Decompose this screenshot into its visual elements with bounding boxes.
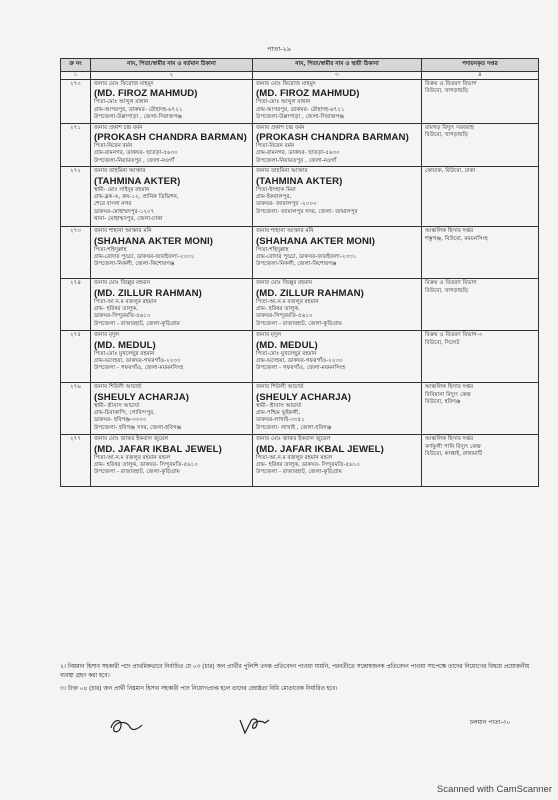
name-en: (MD. JAFAR IKBAL JEWEL)	[256, 443, 384, 455]
address-line: গ্রাম- হরিষর তালুক,	[256, 306, 300, 313]
name-en: (MD. JAFAR IKBAL JEWEL)	[94, 443, 222, 455]
name-bn: জনাব মোঃ জিল্লুর রহমান	[94, 280, 151, 287]
address-line: ডাকঘর-মোহাম্মদপুর-১২০৭	[94, 208, 155, 215]
office-line: বিক্রয় ও বিতরণ বিভাগ	[425, 81, 477, 87]
name-en: (PROKASH CHANDRA BARMAN)	[94, 132, 247, 144]
footnote-police-verification: ২। নিয়মান হিসাব সহকারী পদে প্রাথমিকভাবে নির্বাচিত যে ০৩ (চার) জন প্রার্থীর পুলিশি তদন্ত প্রতিবেদন পাওয়া যায়নি, পরবর্তীতে সন্তোষজনক প্রতিবেদন পাওয়া সাপেক্ষে তাদের নিয়োগের বিষয়ে প্রয়োজনীয় ব্যবস্থা গ্রহণ করা হবে।	[60, 664, 530, 679]
signature-1	[108, 714, 148, 738]
name-bn: জনাব শিউলী আচার্য্য	[256, 384, 304, 391]
name-bn: জনাব মোঃ জাফর ইকবাল জুয়েল	[94, 436, 169, 443]
address-line: পিতা-শহিদুল্লাহ	[94, 246, 127, 253]
serial-cell: ২৭৭	[61, 435, 91, 487]
name-en: (TAHMINA AKTER)	[256, 175, 343, 187]
posted-office-cell	[422, 167, 539, 227]
present-address-cell	[91, 435, 253, 487]
permanent-address-cell	[253, 331, 422, 383]
present-address-cell	[91, 167, 253, 227]
page-number: পাতা-২৯	[267, 45, 291, 53]
address-line: গ্রাম-আগরপুর, ডাকঘর- রৌহাদহ-৬৭২১	[94, 106, 183, 113]
address-line: পিতা-শহিদুল্লাহ	[256, 246, 289, 253]
address-line: গ্রাম-পশ্চিম ভূইকলী,	[256, 410, 301, 417]
address-line: গ্রাম-ভদেহয়া, ডাকঘর-গফরগাঁও-২২৩০	[256, 358, 343, 365]
address-line: পিতা-ইসহাক মিয়া	[256, 186, 296, 193]
office-line: বিউবো, হবিগঞ্জ	[425, 399, 461, 406]
address-line: ডাকঘর- হবিগঞ্জ-৩৩০০	[94, 417, 147, 424]
address-line: গ্রাম-আগরপুর, ডাকঘর- রৌহাদহ-৬৭২১	[256, 106, 345, 113]
address-line: স্বামী- শ্রীবাস আচার্য্য	[94, 402, 140, 409]
address-line: পিতা-মোঃ মুখলেছুর রহমান	[256, 350, 317, 357]
address-line: পিতা-মোঃ মুখলেছুর রহমান	[94, 350, 155, 357]
address-line: পিতা-আ.ন.ম বজলুর রহমান মন্ডল	[94, 454, 171, 461]
name-bn: জনাব মৃদুল	[256, 332, 282, 339]
address-line: স্বামী- শ্রীবাস আচার্য্য	[256, 402, 302, 409]
address-line: পিতা-আ.ন.ম বজলুর রহমান	[94, 298, 157, 305]
appointment-table	[60, 58, 539, 487]
name-en: (SHAHANA AKTER MONI)	[256, 235, 376, 247]
present-address-cell	[91, 227, 253, 279]
office-line: রামগড় বিদ্যুৎ সরবরাহ	[425, 124, 474, 131]
posted-office-cell	[422, 123, 539, 167]
office-line: বিউবো, কাপ্তাই, রাঙ্গামাটি	[425, 451, 483, 458]
office-line: বিবিয়ানা বিদ্যুৎ কেন্দ্র	[425, 391, 471, 398]
present-address-cell	[91, 383, 253, 435]
address-line: উপজেলা - রাজারহাট, জেলা-কুড়িগ্রাম	[94, 320, 180, 327]
office-line: আঞ্চলিক হিসাব দপ্তর	[425, 228, 474, 235]
posted-office-cell	[422, 383, 539, 435]
address-line: পিতা-মোঃ আব্দুল মান্নান	[94, 99, 149, 106]
address-line: উপজেলা- হবিগঞ্জ সদর, জেলা-হবিগঞ্জ	[94, 424, 182, 431]
address-line: উপজেলা - রাজারহাট, জেলা-কুড়িগ্রাম	[256, 469, 342, 476]
present-address-cell	[91, 80, 253, 124]
permanent-address-cell	[253, 80, 422, 124]
address-line: উপজেলা-উল্লাপাড়া , জেলা-সিরাজগঞ্জ	[94, 114, 183, 121]
address-line: গ্রাম-রামনগর, ডাকঘর- ছাতড়া-৫৬৩০	[256, 150, 340, 157]
office-line: বিউবো, সিলেট	[425, 339, 460, 346]
address-line: গ্রাম- হরিষর তালুক,	[94, 306, 138, 313]
address-line: ডাকঘর- জামালপুর -২০০০	[256, 201, 317, 208]
address-line: ডাকঘর-সিন্দুরমতি-৫৬১০	[256, 313, 313, 320]
serial-cell: ২৭৫	[61, 331, 91, 383]
serial-cell: ২৭৪	[61, 279, 91, 331]
office-line: শম্ভুগঞ্জ, বিউবো, ময়মনসিংহ	[425, 235, 488, 242]
name-en: (MD. MEDUL)	[256, 339, 318, 351]
permanent-address-cell	[253, 167, 422, 227]
permanent-address-cell	[253, 227, 422, 279]
address-line: গ্রাম-রোদার পুড্ডা, ডাকঘর-জারইতলা-২৩৩১	[256, 254, 357, 261]
address-line: গ্রাম- হরিষর তালুক, ডাকঘর- সিন্দুরমতি-৫৬১০	[94, 462, 199, 469]
name-bn: জনাব তাহমিনা আক্তার	[94, 168, 146, 175]
serial-cell: ২৭২	[61, 167, 91, 227]
name-en: (MD. FIROZ MAHMUD)	[256, 88, 360, 100]
address-line: উপজেলা-নিকলী, জেলা-কিশোরগঞ্জ	[256, 261, 337, 268]
footnote-seniority: ৩। উক্ত ০৪ (চার) জন প্রার্থী নিম্নমান হিসাব সহকারী পদে নিয়োগপ্রাপ্ত হলে তাদের জ্যেষ্ঠতা বিধি মোতাবেক নির্ধারিত হবে।	[60, 686, 338, 692]
office-line: কর্ণফুলী পানি বিদ্যুৎ কেন্দ্র	[425, 443, 481, 450]
office-line: বিক্রয় ও বিতরণ বিভাগ-৩	[425, 332, 483, 339]
table-row	[61, 435, 539, 487]
name-en: (MD. MEDUL)	[94, 339, 156, 351]
name-bn: জনাব প্রকাশ চন্দ্র বর্মন	[94, 124, 143, 131]
address-line: গ্রাম-ইকবালপুর,	[256, 194, 292, 201]
address-line: উপজেলা- লাখাই , জেলা-হবিগঞ্জ	[256, 424, 332, 431]
present-address-cell	[91, 331, 253, 383]
permanent-address-cell	[253, 383, 422, 435]
column-number: ৪	[422, 72, 539, 80]
address-line: উপজেলা-নিয়ামতপুর , জেলা-নওগাঁ	[94, 157, 175, 164]
address-line: গ্রাম-চিরাকান্দি, গোবিন্দপুর,	[94, 410, 155, 417]
name-bn: জনাব মোঃ ফিরোজ মাহমুদ	[94, 81, 154, 87]
address-line: থানা- মোহাম্মদপুর, জেলা-ঢাকা	[94, 216, 163, 223]
name-bn: জনাব প্রকাশ চন্দ্র বর্মন	[256, 124, 305, 131]
address-line: স্বামী- মোঃ সাইদুর রহমান	[94, 186, 150, 193]
table-row	[61, 279, 539, 331]
name-en: (SHEULY ACHARJA)	[256, 391, 352, 403]
posted-office-cell	[422, 279, 539, 331]
address-line: পিতা-আ.ন.ম বজলুর রহমান মন্ডল	[256, 454, 333, 461]
header-serial: ক্র নং	[61, 59, 91, 72]
column-number: ৩	[253, 72, 422, 80]
posted-office-cell	[422, 331, 539, 383]
address-line: গ্রাম-রামনগর, ডাকঘর- ছাতড়া-৫৬৩০	[94, 150, 178, 157]
address-line: পিতা-আ.ন.ম বজলুর রহমান	[256, 298, 319, 305]
name-bn: জনাব মোঃ ফিরোজ মাহমুদ	[256, 81, 316, 87]
permanent-address-cell	[253, 279, 422, 331]
column-number: ১	[61, 72, 91, 80]
name-bn: জনাব মৃদুল	[94, 332, 120, 339]
table-row	[61, 80, 539, 124]
address-line: ডাকঘর-লাখাই-৩৩৫১	[256, 417, 305, 424]
table-row	[61, 383, 539, 435]
name-bn: জনাব মোঃ জিল্লুর রহমান	[256, 280, 313, 287]
address-line: উপজেলা - রাজারহাট, জেলা-কুড়িগ্রাম	[256, 320, 342, 327]
name-en: (MD. FIROZ MAHMUD)	[94, 88, 198, 100]
office-line: বিউবো, খাগড়াছড়ি	[425, 88, 469, 95]
office-line: বিউবো, খাগড়াছড়ি	[425, 287, 469, 294]
serial-cell: ২৭৬	[61, 383, 91, 435]
address-line: গ্রাম-রোদার পুড্ডা, ডাকঘর-জারইতলা-২৩৩১	[94, 254, 195, 261]
name-bn: জনাব শাহানা আক্তার মনি	[256, 228, 314, 235]
name-en: (TAHMINA AKTER)	[94, 175, 181, 187]
serial-cell: ২৭১	[61, 123, 91, 167]
present-address-cell	[91, 123, 253, 167]
address-line: গ্রাম- হরিষর তালুক, ডাকঘর- সিন্দুরমতি-৫৬১০	[256, 462, 361, 469]
office-line: কোয়াক, বিউবো, ঢাকা	[425, 168, 476, 175]
permanent-address-cell	[253, 435, 422, 487]
camscanner-watermark: Scanned with CamScanner	[436, 784, 552, 795]
serial-cell: ২৭০	[61, 80, 91, 124]
address-line: গ্রাম-ব্লক-ঙ, রুম-১২, প্রানিক ডিভিশন,	[94, 194, 179, 201]
address-line: উপজেলা - গফরগাঁও, জেলা-ময়মনসিংহ	[256, 365, 346, 372]
office-line: আঞ্চলিক হিসাব দপ্তর	[425, 384, 474, 391]
table-row	[61, 167, 539, 227]
table-body	[61, 80, 539, 487]
posted-office-cell	[422, 80, 539, 124]
name-en: (MD. ZILLUR RAHMAN)	[94, 287, 202, 299]
permanent-address-cell	[253, 123, 422, 167]
address-line: গ্রাম-ভদেহয়া, ডাকঘর-গফরগাঁও-২২৩০	[94, 358, 181, 365]
table-row	[61, 227, 539, 279]
footnotes	[60, 663, 538, 698]
present-address-cell	[91, 279, 253, 331]
header-posted-office: পদায়নকৃত দপ্তর	[422, 59, 539, 72]
address-line: উপজেলা-উল্লাপাড়া , জেলা-সিরাজগঞ্জ	[256, 114, 345, 121]
column-number: ২	[91, 72, 253, 80]
serial-cell: ২৭৩	[61, 227, 91, 279]
header-permanent-address: নাম, পিতা/স্বামীর নাম ও স্থায়ী ঠিকানা	[253, 59, 422, 72]
office-line: আঞ্চলিক হিসাব দপ্তর	[425, 436, 474, 443]
signature-2	[236, 714, 272, 738]
address-line: উপজেলা-নিকলী, জেলা-কিশোরগঞ্জ	[94, 261, 175, 268]
office-line: বিক্রয় ও বিতরণ বিভাগ	[425, 280, 477, 287]
name-bn: জনাব তাহমিনা আক্তার	[256, 168, 308, 175]
posted-office-cell	[422, 227, 539, 279]
continued-page: চলমান পাতা-৩০	[470, 719, 511, 726]
address-line: পিতা-নিরেন বর্মন	[94, 143, 133, 150]
office-line: বিউবো, খাগড়াছড়ি	[425, 132, 469, 139]
name-bn: জনাব শাহানা আক্তার মনি	[94, 228, 152, 235]
name-bn: জনাব শিউলী আচার্য্য	[94, 384, 142, 391]
table-row	[61, 331, 539, 383]
name-en: (PROKASH CHANDRA BARMAN)	[256, 132, 409, 144]
table-row	[61, 123, 539, 167]
name-bn: জনাব মোঃ জাফর ইকবাল জুয়েল	[256, 436, 331, 443]
address-line: উপজেলা - গফরগাঁও, জেলা-ময়মনসিংহ	[94, 365, 184, 372]
address-line: পিতা-নিরেন বর্মন	[256, 143, 295, 150]
address-line: পিতা-মোঃ আব্দুল মান্নান	[256, 99, 311, 106]
address-line: উপজেলা- জামালপুর সদর, জেলা- জামালপুর	[256, 208, 358, 215]
address-line: ডাকঘর-সিন্দুরমতি-৫৬১০	[94, 313, 151, 320]
name-en: (MD. ZILLUR RAHMAN)	[256, 287, 364, 299]
header-present-address: নাম, পিতা/স্বামীর নাম ও বর্তমান ঠিকানা	[91, 59, 253, 72]
address-line: শেরে বাংলা নগর	[94, 201, 132, 208]
name-en: (SHEULY ACHARJA)	[94, 391, 190, 403]
posted-office-cell	[422, 435, 539, 487]
name-en: (SHAHANA AKTER MONI)	[94, 235, 214, 247]
address-line: উপজেলা - রাজারহাট, জেলা-কুড়িগ্রাম	[94, 469, 180, 476]
address-line: উপজেলা-নিয়ামতপুর , জেলা-নওগাঁ	[256, 157, 337, 164]
